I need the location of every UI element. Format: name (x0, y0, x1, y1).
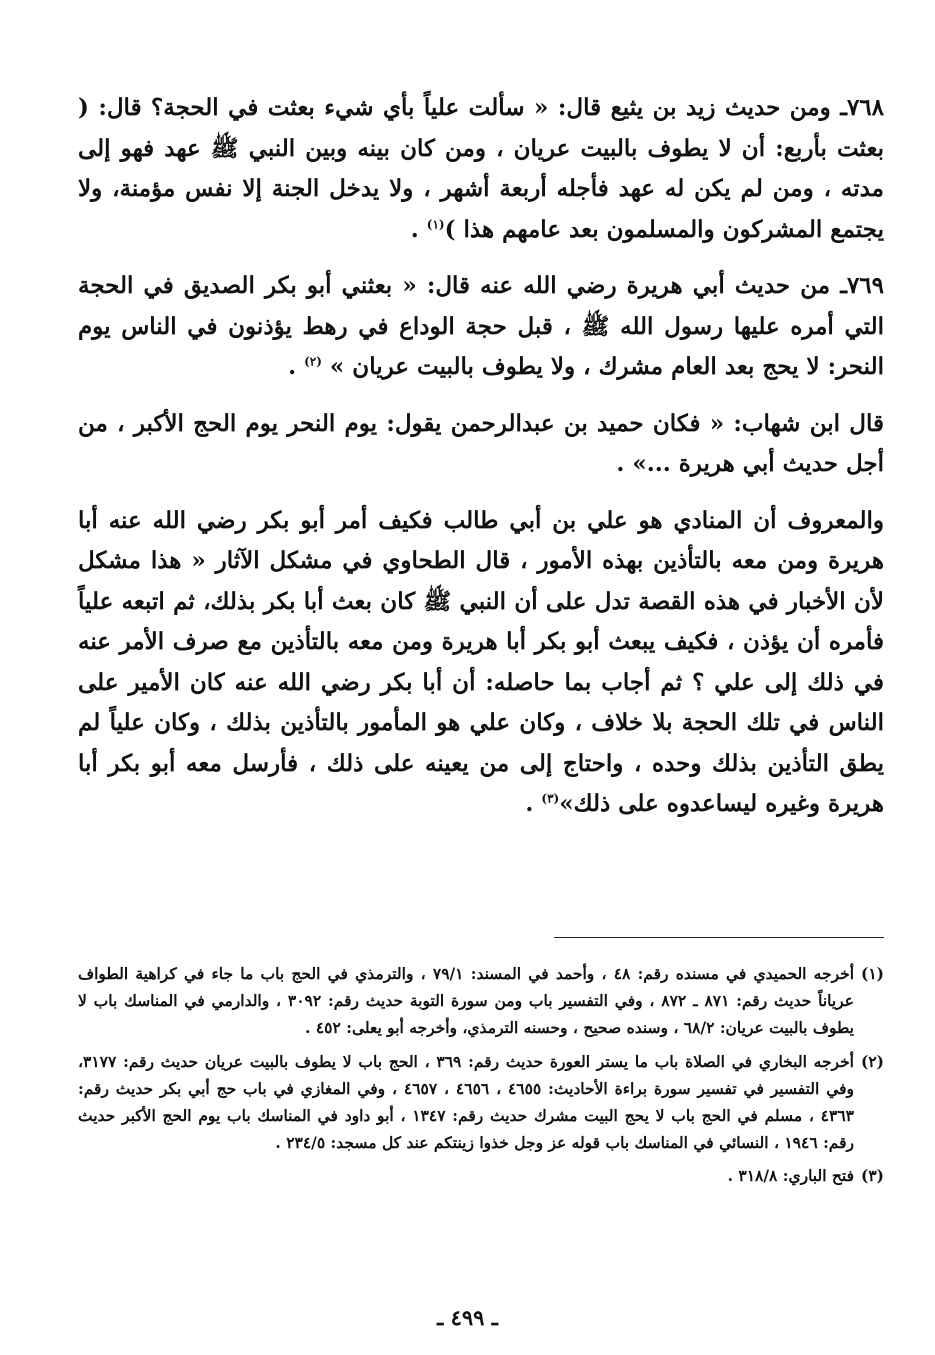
footnote-number: (١) (860, 964, 884, 983)
footnote-2 (78, 1048, 884, 1157)
paragraph-commentary (78, 501, 884, 825)
footnote-1 (78, 960, 884, 1042)
main-text (78, 88, 884, 841)
paragraph-end: . (525, 790, 542, 817)
paragraph-text: قال ابن شهاب: « فكان حميد بن عبدالرحمن يقول: يوم النحر يوم الحج الأكبر ، من أجل حديث أبي هريرة ...» . (78, 409, 884, 477)
page-number: ـ ٤٩٩ ـ (437, 1305, 498, 1330)
paragraph-ibn-shihab (78, 404, 884, 485)
paragraph-end: . (410, 215, 427, 243)
paragraph-768 (78, 88, 884, 250)
footnote-3 (78, 1162, 884, 1189)
hadith-number: ٧٦٨ـ (840, 94, 884, 121)
paragraph-text: والمعروف أن المنادي هو علي بن أبي طالب فكيف أمر أبو بكر رضي الله عنه أبا هريرة ومن معه بالتأذين بهذه الأمور ، قال الطحاوي في مشكل الآثار « هذا مشكل لأن الأخبار في هذه القصة تدل على أن النبي ﷺ كان بعث أبا بكر بذلك، ثم اتبعه علياً فأمره أن يؤذن ، فكيف يبعث أبو بكر أبا هريرة ومن معه بالتأذين مع صرف الأمر عنه في ذلك إلى علي ؟ ثم أجاب بما حاصله: أن أبا بكر رضي الله عنه كان الأمير على الناس في تلك الحجة بلا خلاف ، وكان علي هو المأمور بالتأذين بذلك ، وكان علياً لم يطق التأذين بذلك وحده ، واحتاج إلى من يعينه على ذلك ، فأرسل معه أبو بكر أبا هريرة وغيره ليساعدوه على ذلك» (78, 506, 884, 817)
paragraph-end: . (288, 353, 305, 380)
footnote-divider (554, 937, 884, 938)
paragraph-769 (78, 266, 884, 388)
footnote-number: (٢) (860, 1051, 884, 1071)
footnote-mark: (١) (426, 216, 445, 231)
footnote-mark: (٢) (304, 354, 322, 369)
paragraph-text: ومن حديث زيد بن يثيع قال: « سألت علياً بأي شيء بعثت في الحجة؟ قال: ( بعثت بأربع: أن لا يطوف بالبيت عريان ، ومن كان بينه وبين النبي ﷺ عهد فهو إلى مدته ، ومن لم يكن له عهد فأجله أربعة أشهر ، ولا يدخل الجنة إلا نفس مؤمنة، ولا يجتمع المشركون والمسلمون بعد عامهم هذا ) (78, 94, 884, 243)
footnotes (78, 960, 884, 1196)
footnote-text: أخرجه البخاري في الصلاة باب ما يستر العورة حديث رقم: ٣٦٩ ، الحج باب لا يطوف بالبيت عريان حديث رقم: ٣١٧٧، وفي التفسير في تفسير سورة براءة الأحاديث: ٤٦٥٥ ، ٤٦٥٦ ، ٤٦٥٧ ، وفي المغازي في باب حج أبي بكر حديث رقم: ٤٣٦٣ ، مسلم في الحج باب لا يحج البيت مشرك حديث رقم: ١٣٤٧ ، أبو داود في المناسك باب يوم الحج الأكبر حديث رقم: ١٩٤٦ ، النسائي في المناسك باب قوله عز وجل خذوا زينتكم عند كل مسجد: ٢٣٤/٥ . (78, 1051, 855, 1153)
footnote-number: (٣) (860, 1166, 884, 1186)
paragraph-text: من حديث أبي هريرة رضي الله عنه قال: « بعثني أبو بكر الصديق في الحجة التي أمره عليها رسول الله ﷺ ، قبل حجة الوداع في رهط يؤذنون في الناس يوم النحر: لا يحج بعد العام مشرك ، ولا يطوف بالبيت عريان » (78, 272, 884, 380)
footnote-text: فتح الباري: ٣١٨/٨ . (727, 1166, 854, 1186)
footnote-text: أخرجه الحميدي في مسنده رقم: ٤٨ ، وأحمد في المسند: ٧٩/١ ، والترمذي في الحج باب ما جاء في كراهية الطواف عرياناً حديث رقم: ٨٧١ ـ ٨٧٢ ، وفي التفسير باب ومن سورة التوبة حديث رقم: ٣٠٩٢ ، والدارمي في المناسك باب لا يطوف بالبيت عريان: ٦٨/٢ ، وسنده صحيح ، وحسنه الترمذي، وأخرجه أبو يعلى: ٤٥٢ . (78, 964, 855, 1038)
footnote-mark: (٣) (541, 791, 560, 806)
hadith-number: ٧٦٩ـ (840, 272, 884, 299)
